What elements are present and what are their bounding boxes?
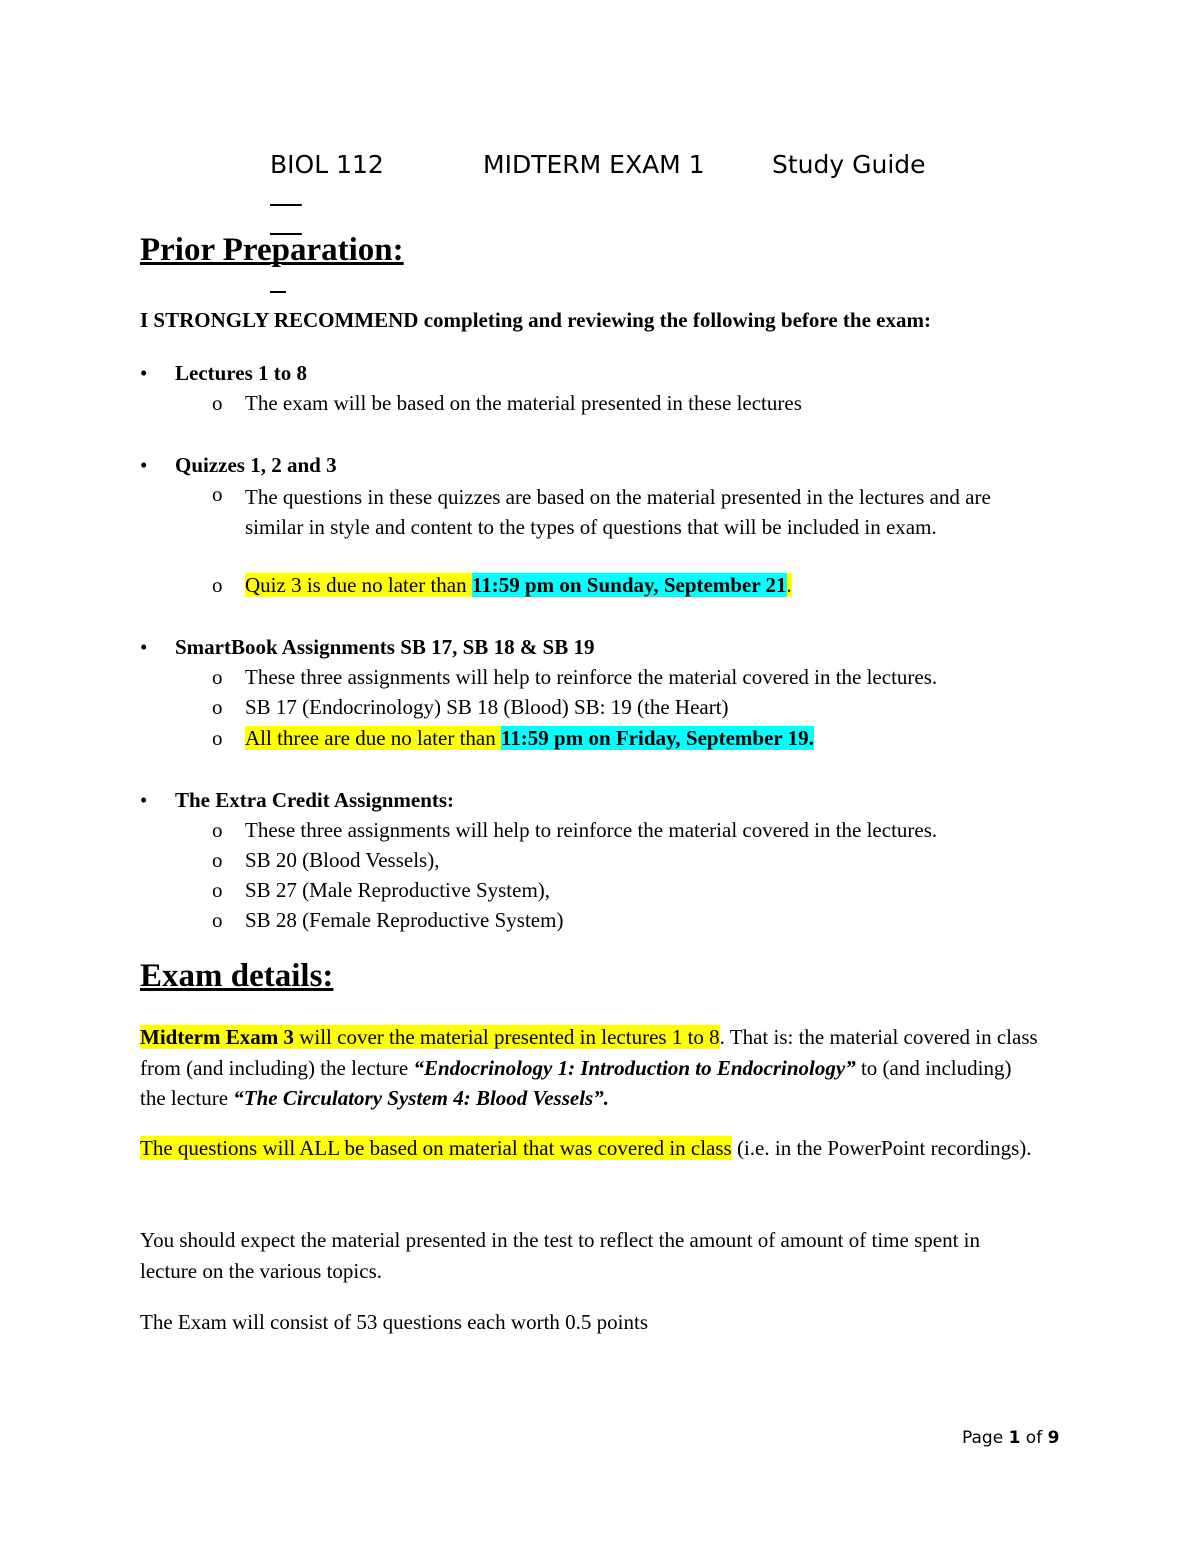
prior-preparation-heading: Prior Preparation:: [140, 232, 404, 268]
document-title: [270, 150, 950, 186]
bullet-label: Lectures 1 to 8: [175, 361, 307, 385]
sub-glyph: o: [212, 482, 223, 506]
of-word: of: [1020, 1428, 1048, 1448]
exam-details-heading: Exam details:: [140, 958, 334, 994]
sub-text: These three assignments will help to reinforce the material covered in the lectures.: [245, 818, 938, 842]
sub-glyph: o: [212, 665, 223, 689]
sub-text: These three assignments will help to reinforce the material covered in the lectures.: [245, 665, 938, 689]
page-number: [962, 1428, 1059, 1448]
highlight-yellow: All three are due no later than: [245, 726, 501, 750]
sub-text: SB 27 (Male Reproductive System),: [245, 878, 551, 902]
sub-glyph: o: [212, 573, 223, 597]
highlight-yellow: The questions will ALL be based on material that was covered in class: [140, 1136, 732, 1160]
paragraph-text: . That is: the material covered in class from (and including) the lecture: [140, 1025, 1038, 1080]
sub-text: The questions in these quizzes are based on the material presented in the lectures and are similar in style and content to the types of questions that will be included in exam.: [245, 485, 991, 539]
bullet-label: The Extra Credit Assignments:: [175, 788, 455, 812]
highlight-yellow: Quiz 3 is due no later than: [245, 573, 472, 597]
sub-glyph: o: [212, 878, 223, 902]
exam-questions-paragraph: [140, 1133, 1040, 1164]
bullet-label: Quizzes 1, 2 and 3: [175, 453, 337, 477]
sub-glyph: o: [212, 726, 223, 750]
exam-name: MIDTERM EXAM 1: [483, 150, 705, 179]
sub-glyph: o: [212, 848, 223, 872]
exam-coverage-paragraph: [140, 1022, 1040, 1114]
guide-label: Study Guide: [772, 150, 926, 179]
current-page: 1: [1008, 1428, 1021, 1448]
bullet-label: SmartBook Assignments SB 17, SB 18 & SB 19: [175, 635, 595, 659]
highlight-yellow: .: [786, 573, 792, 597]
sub-glyph: o: [212, 391, 223, 415]
page-word: Page: [962, 1428, 1009, 1448]
sub-glyph: o: [212, 818, 223, 842]
sub-text: SB 20 (Blood Vessels),: [245, 848, 440, 872]
course-code: BIOL 112: [270, 150, 384, 179]
sub-text: The exam will be based on the material presented in these lectures: [245, 391, 802, 415]
paragraph-text: (i.e. in the PowerPoint recordings).: [731, 1136, 1032, 1160]
highlight-yellow: Midterm Exam 3: [140, 1025, 294, 1049]
sub-text: [245, 573, 792, 598]
total-pages: 9: [1047, 1428, 1060, 1448]
bullet-glyph: •: [140, 453, 148, 477]
paragraph-text: to (and including) the lecture: [140, 1055, 1012, 1110]
highlight-cyan-date: 11:59 pm on Friday, September 19.: [500, 726, 814, 750]
lecture-title-start: “Endocrinology 1: Introduction to Endocrinology”: [413, 1055, 856, 1080]
bullet-glyph: •: [140, 635, 148, 659]
sub-glyph: o: [212, 695, 223, 719]
recommendation-intro: I STRONGLY RECOMMEND completing and reviewing the following before the exam:: [140, 308, 931, 332]
sub-text: SB 17 (Endocrinology) SB 18 (Blood) SB: 19 (the Heart): [245, 695, 729, 719]
sub-text: SB 28 (Female Reproductive System): [245, 908, 564, 932]
lecture-title-end: “The Circulatory System 4: Blood Vessels”.: [233, 1086, 609, 1110]
bullet-glyph: •: [140, 788, 148, 812]
highlight-yellow: will cover the material presented in lectures 1 to 8: [293, 1025, 720, 1049]
exam-expectation-paragraph: You should expect the material presented in the test to reflect the amount of amount of time spent in lecture on the various topics.: [140, 1228, 980, 1283]
bullet-glyph: •: [140, 361, 148, 385]
sub-text: [245, 726, 814, 751]
exam-format-paragraph: The Exam will consist of 53 questions each worth 0.5 points: [140, 1310, 649, 1334]
sub-glyph: o: [212, 908, 223, 932]
highlight-cyan-date: 11:59 pm on Sunday, September 21: [471, 573, 787, 597]
